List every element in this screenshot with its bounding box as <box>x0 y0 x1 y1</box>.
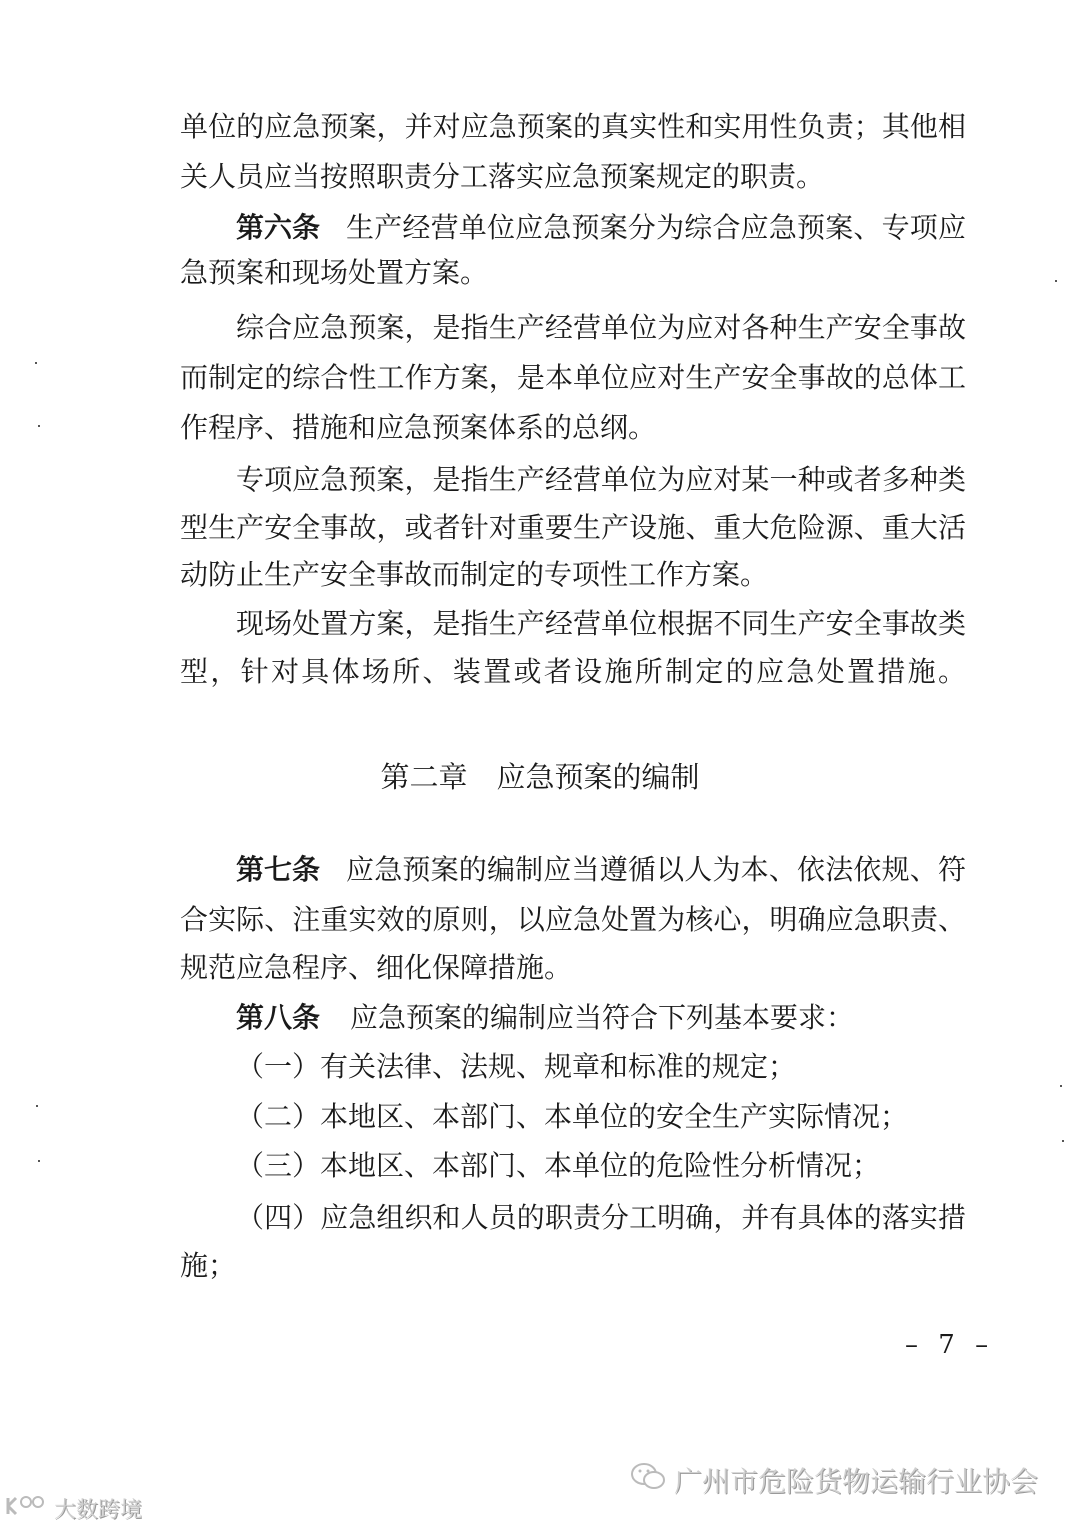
text-line: 规范应急程序、细化保障措施。 <box>180 951 573 984</box>
brand-logo-icon <box>4 1494 48 1524</box>
text-line: 合实际、注重实效的原则，以应急处置为核心，明确应急职责、 <box>180 903 966 936</box>
text-line: 应急预案的编制应当遵循以人为本、依法依规、符 <box>346 853 966 886</box>
brand-watermark <box>4 1493 142 1524</box>
article-label: 第七条 <box>236 853 321 886</box>
list-item: （二）本地区、本部门、本单位的安全生产实际情况； <box>236 1100 909 1133</box>
brand-name: 大数跨境 <box>54 1498 143 1523</box>
scan-speck <box>1062 1140 1064 1142</box>
article-7 <box>236 853 966 887</box>
chapter-heading: 第二章 应急预案的编制 <box>380 760 700 794</box>
scan-speck <box>36 1105 38 1107</box>
scan-speck <box>1055 280 1057 282</box>
scan-speck <box>1060 1085 1062 1087</box>
text-line: 专项应急预案，是指生产经营单位为应对某一种或者多种类 <box>236 463 966 496</box>
text-line: 现场处置方案，是指生产经营单位根据不同生产安全事故类 <box>236 607 966 640</box>
text-line: 生产经营单位应急预案分为综合应急预案、专项应 <box>346 211 966 244</box>
scan-speck <box>35 362 37 364</box>
list-item: （一）有关法律、法规、规章和标准的规定； <box>236 1050 797 1083</box>
scan-speck <box>38 425 40 427</box>
wechat-icon <box>630 1461 666 1500</box>
scan-speck <box>38 1160 40 1162</box>
text-line: 单位的应急预案，并对应急预案的真实性和实用性负责；其他相 <box>180 110 966 143</box>
article-label: 第六条 <box>236 211 321 244</box>
page-number: – 7 – <box>905 1330 995 1360</box>
article-6 <box>236 211 966 245</box>
association-watermark <box>630 1460 1038 1500</box>
text-line: 施； <box>180 1249 237 1282</box>
article-8 <box>236 1001 854 1035</box>
text-line: 应急预案的编制应当符合下列基本要求： <box>350 1001 855 1034</box>
text-line: 型生产安全事故，或者针对重要生产设施、重大危险源、重大活 <box>180 511 966 544</box>
text-line: 关人员应当按照职责分工落实应急预案规定的职责。 <box>180 160 825 193</box>
text-line: 动防止生产安全事故而制定的专项性工作方案。 <box>180 558 769 591</box>
article-label: 第八条 <box>236 1001 321 1034</box>
association-name: 广州市危险货物运输行业协会 <box>674 1465 1039 1498</box>
text-line: 作程序、措施和应急预案体系的总纲。 <box>180 411 657 444</box>
text-line: 急预案和现场处置方案。 <box>180 256 489 289</box>
text-line: 综合应急预案，是指生产经营单位为应对各种生产安全事故 <box>236 311 966 344</box>
text-line: 型，针对具体场所、装置或者设施所制定的应急处置措施。 <box>180 655 966 688</box>
list-item: （四）应急组织和人员的职责分工明确，并有具体的落实措 <box>236 1201 966 1234</box>
list-item: （三）本地区、本部门、本单位的危险性分析情况； <box>236 1149 881 1182</box>
text-line: 而制定的综合性工作方案，是本单位应对生产安全事故的总体工 <box>180 361 966 394</box>
